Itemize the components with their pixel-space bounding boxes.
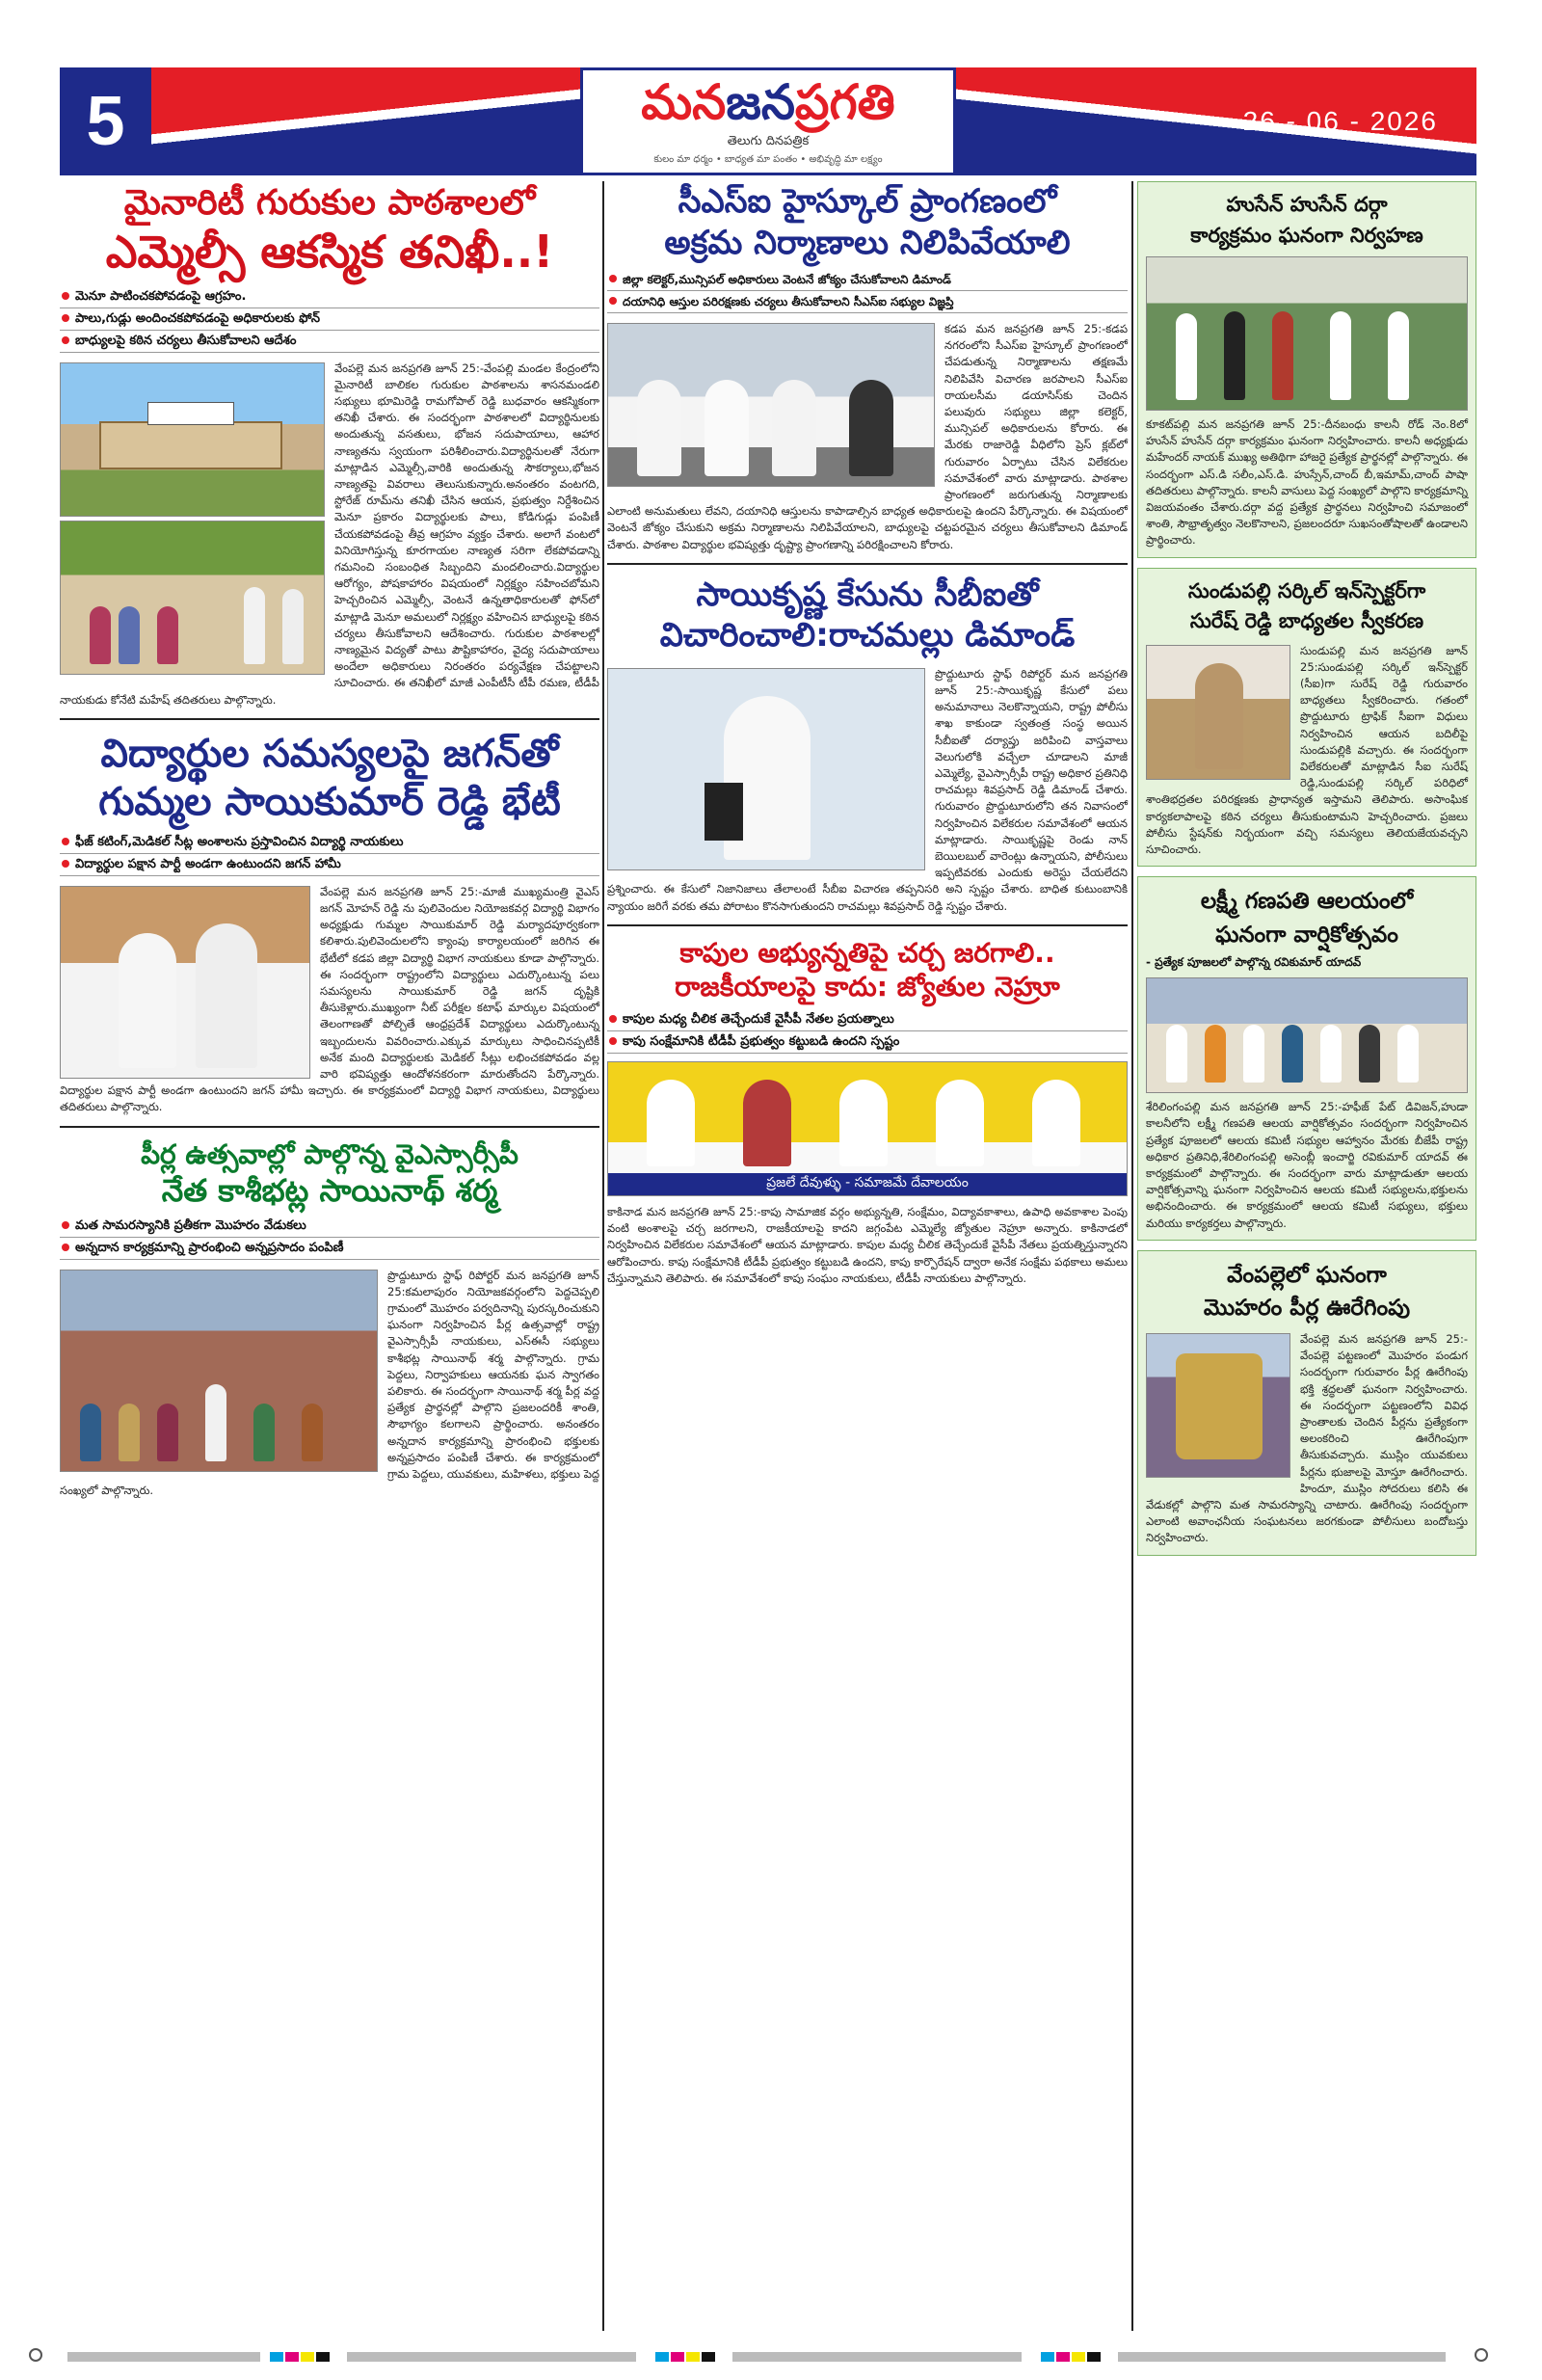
logo-part1: మన <box>641 74 727 130</box>
article-text: ప్రొద్దుటూరు స్టాఫ్ రిపోర్టర్ మన జనప్రగతి జూన్ 25:-సాయికృష్ణ కేసులో పలు అనుమానాలు నెలకొన్నాయని, రాష్ట్ర పోలీసు శాఖ కాకుండా స్వతంత్ర సంస్థ అయిన సీబీఐతో దర్యాప్తు జరిపించి వాస్తవాలు వెలుగులోకి వచ్చేలా చూడాలని మాజీ ఎమ్మెల్యే, వైఎస్సార్సీపీ రాష్ట్ర అధికార ప్రతినిధి రాచమల్లు శివప్రసాద్ రెడ్డి డిమాండ్ చేశారు. గురువారం ప్రొద్దుటూరులోని తన నివాసంలో నిర్వహించిన విలేకరుల సమావేశంలో ఆయన మాట్లాడారు. సాయికృష్ణపై రెండు నాన్ బెయిలబుల్ వారెంట్లు ఉన్నాయని, పోలీసులు ఇప్పటివరకు ఎందుకు అరెస్టు చేయలేదని ప్రశ్నించారు. ఈ కేసులో నిజానిజాలు తేలాలంటే సీబీఐ విచారణ తప్పనిసరి అని స్పష్టం చేశారు. బాధిత కుటుంబానికి న్యాయం జరిగే వరకు తమ పోరాటం కొనసాగుతుందని రాచమల్లు శివప్రసాద్ రెడ్డి స్పష్టం చేశారు. <box>607 666 1128 913</box>
tdp-press-photo <box>607 1061 1128 1196</box>
article-body <box>607 321 1128 553</box>
article-body <box>60 1268 599 1500</box>
color-bar <box>1087 2352 1101 2362</box>
headline-line: కార్యక్రమం ఘనంగా నిర్వహణ <box>1190 223 1423 247</box>
bullet-item: మత సామరస్యానికి ప్రతీకగా మొహరం వేడుకలు <box>60 1216 599 1238</box>
article-text: వేంపల్లె మన జనప్రగతి జూన్ 25:-మాజీ ముఖ్యమంత్రి వైఎస్ జగన్ మోహన్ రెడ్డి ను పులివెందుల నియోజకవర్గ విద్యార్థి విభాగం అధ్యక్షుడు గుమ్మల సాయికుమార్ రెడ్డి మర్యాదపూర్వకంగా కలిశారు.పులివెందులలోని క్యాంపు కార్యాలయంలో జరిగిన ఈ భేటీలో కడప జిల్లా విద్యార్థి విభాగ నాయకులు కూడా పాల్గొన్నారు. ఈ సందర్భంగా రాష్ట్రంలోని విద్యార్థులు ఎదుర్కొంటున్న పలు సమస్యలను సాయికుమార్ రెడ్డి జగన్ దృష్టికి తీసుకెళ్లారు.ముఖ్యంగా నీట్ పరీక్షల కటాఫ్ మార్కుల విషయంలో తెలంగాణతో పోల్చితే ఆంధ్రప్రదేశ్ విద్యార్థులు ఎదుర్కొంటున్న ఇబ్బందులను వివరించారు.ఎక్కువ మార్కులు సాధించినప్పటికీ అనేక మంది విద్యార్థులకు మెడికల్ సీట్లు లభించకపోవడం వల్ల వారి భవిష్యత్తు ఆందోళనకరంగా మారుతోందని పేర్కొన్నారు. విద్యార్థుల పక్షాన పార్టీ అండగా ఉంటుందని జగన్ హామీ ఇచ్చారు. ఈ కార్యక్రమంలో విద్యార్థి విభాగ నాయకులు, విద్యార్థులు తదితరులు పాల్గొన్నారు. <box>60 884 599 1114</box>
registration-mark-icon <box>29 2348 42 2362</box>
bullet-list <box>60 832 599 876</box>
article-text: సుండుపల్లి మన జనప్రగతి జూన్ 25:సుండుపల్లి సర్కిల్ ఇన్‌స్పెక్టర్ (సీఐ)గా సురేష్ రెడ్డి గురువారం బాధ్యతలు స్వీకరించారు. గతంలో ప్రొద్దుటూరు ట్రాఫిక్ సీఐగా విధులు నిర్వహించిన ఆయన బదిలీపై సుండుపల్లికి వచ్చారు. ఈ సందర్భంగా విలేకరులతో మాట్లాడిన సీఐ సురేష్ రెడ్డి,సుండుపల్లి సర్కిల్ పరిధిలో శాంతిభద్రతల పరిరక్షణకు ప్రాధాన్యత ఇస్తామని తెలిపారు. అసాంఘిక కార్యకలాపాలపై కఠిన చర్యలు తీసుకుంటామని హెచ్చరించారు. ప్రజలు పోలీసు స్టేషన్‌కు నిర్భయంగా వచ్చి సమస్యలు తెలియజేయవచ్చని సూచించారు. <box>1146 643 1468 857</box>
photo-banner: ప్రజలే దేవుళ్ళు - సమాజమే దేవాలయం <box>608 1173 1127 1195</box>
registration-mark-icon <box>1475 2348 1488 2362</box>
article-text: వేంపల్లె మన జనప్రగతి జూన్ 25:-వేంపల్లె పట్టణంలో మొహరం పండుగ సందర్భంగా గురువారం పీర్ల ఊరేగింపు భక్తి శ్రద్ధలతో ఘనంగా నిర్వహించారు. ఈ సందర్భంగా పట్టణంలోని వివిధ ప్రాంతాలకు చెందిన పీర్లను ప్రత్యేకంగా అలంకరించి ఊరేగింపుగా తీసుకువచ్చారు. ముస్లిం యువకులు పీర్లను భుజాలపై మోస్తూ ఊరేగించారు. హిందూ, ముస్లిం సోదరులు కలిసి ఈ వేడుకల్లో పాల్గొని మత సామరస్యాన్ని చాటారు. ఊరేగింపు సందర్భంగా ఎలాంటి అవాంఛనీయ సంఘటనలు జరగకుండా పోలీసులు బందోబస్తు నిర్వహించారు. <box>1146 1331 1468 1545</box>
article-body <box>1146 1331 1468 1547</box>
bullet-list <box>607 269 1128 313</box>
headline-line: హుసేన్ హుసేన్ దర్గా <box>1226 193 1388 216</box>
logo-tagline: కులం మా ధర్మం • బాధ్యత మా పంతం • అభివృద్ధి మా లక్ష్యం <box>653 154 883 165</box>
article-sundupalli <box>1137 568 1476 868</box>
headline-line: ఎమ్మెల్సీ ఆకస్మిక తనిఖీ..! <box>105 226 554 278</box>
article-body <box>60 884 599 1116</box>
bullet-item: దయానిధి ఆస్తుల పరిరక్షణకు చర్యలు తీసుకోవాలని సీఎస్ఐ సభ్యుల విజ్ఞప్తి <box>607 291 1128 313</box>
article-body: శేరిలింగంపల్లి మన జనప్రగతి జూన్ 25:-హఫీజ్ పేట్ డివిజన్,హుడా కాలనీలోని లక్ష్మీ గణపతి ఆలయ వార్షికోత్సవం సందర్భంగా నిర్వహించిన ప్రత్యేక పూజలలో ఆలయ కమిటీ సభ్యుల ఆహ్వానం మేరకు బీజేపీ రాష్ట్ర అధికార ప్రతినిధి,శేరిలింగంపల్లి అసెంబ్లీ ఇంచార్జి రవికుమార్ యాదవ్ ఈ కార్యక్రమంలో పాల్గొన్నారు. ఈ సందర్భంగా వారు మాట్లాడుతూ ఆలయ వార్షికోత్సవాన్ని ఘనంగా నిర్వహించిన ఆలయ కమిటీ సభ్యులను,భక్తులను అభినందించారు. ఈ కార్యక్రమంలో ఆలయ కమిటీ సభ్యులు, భక్తులు మరియు కార్యకర్తలు పాల్గొన్నారు. <box>1146 1100 1468 1230</box>
crowd-photo <box>60 1270 378 1472</box>
headline-line: విద్యార్థుల సమస్యలపై జగన్‌తో <box>100 731 559 776</box>
headline-line: సీఎస్ఐ హైస్కూల్ ప్రాంగణంలో <box>678 182 1057 221</box>
bullet-item: కాపుల మధ్య చీలిక తెచ్చేందుకే వైసీపీ నేతల ప్రయత్నాలు <box>607 1009 1128 1031</box>
article-body: కూకట్‌పల్లి మన జనప్రగతి జూన్ 25:-దీనబంధు కాలనీ రోడ్ నెం.8లో హుసేన్ హుసేన్ దర్గా కార్యక్రమం ఘనంగా నిర్వహించారు. కాలనీ అధ్యక్షుడు మహేందర్ నాయక్ ముఖ్య అతిథిగా హాజరై ప్రత్యేక ప్రార్థనల్లో పాల్గొన్నారు. ఈ సందర్భంగా ఎస్.డి సలీం,ఎస్.డి. హుస్సేన్,చాంద్ బీ,ఇమామ్,చాంద్ పాషా తదితరులు పాల్గొన్నారు. కాలనీ వాసులు పెద్ద సంఖ్యలో పాల్గొని కార్యక్రమాన్ని విజయవంతం చేశారు.దర్గా వద్ద ప్రత్యేక ప్రార్థనలు నిర్వహించి సమాజంలో శాంతి, సౌభ్రాతృత్వం నెలకొనాలని, ప్రజలందరూ సుఖసంతోషాలతో ఉండాలని ప్రార్థించారు. <box>1146 417 1468 548</box>
article-text: వేంపల్లె మన జనప్రగతి జూన్ 25:-వేంపల్లి మండల కేంద్రంలోని మైనారిటీ బాలికల గురుకుల పాఠశాలను శాసనమండలి సభ్యులు భూమిరెడ్డి రామగోపాల్ రెడ్డి బుధవారం ఆకస్మికంగా తనిఖీ చేశారు. ఈ సందర్భంగా పాఠశాలలో విద్యార్థినులకు అందుతున్న వసతులు, భోజన సదుపాయాలు, ఆహార నాణ్యతను స్వయంగా పరిశీలించారు.విద్యార్థినులతో నేరుగా మాట్లాడిన ఎమ్మెల్సీ,వారికి అందుతున్న సౌకర్యాలు,భోజన నాణ్యతపై వివరాలు తెలుసుకున్నారు.అనంతరం వంటగది, స్టోరేజ్ రూమ్‌ను తనిఖీ చేసిన ఆయన, ప్రభుత్వం నిర్దేశించిన మెనూ ప్రకారం విద్యార్థులకు పాలు, కోడిగుడ్లు పంపిణీ చేయకపోవడంపై తీవ్ర ఆగ్రహం వ్యక్తం చేశారు. అలాగే వంటలో వినియోగిస్తున్న కూరగాయల నాణ్యత సరిగా లేకపోవడాన్ని గమనించి సంబంధిత సిబ్బందిని మందలించారు.విద్యార్థుల ఆరోగ్యం, పోషకాహారం విషయంలో నిర్లక్ష్యం సహించబోమని హెచ్చరించిన ఎమ్మెల్సీ, వెంటనే ఉన్నతాధికారులతో ఫోన్‌లో మాట్లాడి మెనూ అమలులో నిర్లక్ష్యం వహించిన బాధ్యులపై కఠిన చర్యలు తీసుకోవాలని ఆదేశించారు. గురుకుల పాఠశాలల్లో నాణ్యమైన విద్యతో పాటు పౌష్టికాహారం, వైద్య సదుపాయాలు అందేలా అధికారులు నిరంతరం పర్యవేక్షణ చేపట్టాలని సూచించారు. ఈ తనిఖీలో మాజీ ఎంపీటీసీ టీపీ రమణ, టీడీపీ నాయకుడు కోనేటి మహేష్ తదితరులు పాల్గొన్నారు. <box>60 361 599 707</box>
color-bar <box>686 2352 700 2362</box>
headline-line: లక్ష్మీ గణపతి ఆలయంలో <box>1200 889 1414 915</box>
article-peerla <box>60 1137 599 1500</box>
article-csi <box>607 181 1128 553</box>
headline-line: పీర్ల ఉత్సవాల్లో పాల్గొన్న వైఎస్సార్సీపీ <box>141 1137 518 1170</box>
bullet-list <box>60 1216 599 1260</box>
article-lakshmi <box>1137 876 1476 1241</box>
section-rule <box>607 924 1128 926</box>
color-bar <box>702 2352 715 2362</box>
column-middle <box>607 181 1128 1287</box>
rachamallu-photo <box>607 668 925 870</box>
headline-line: వేంపల్లెలో ఘనంగా <box>1227 1262 1387 1288</box>
headline-line: సాయికృష్ణ కేసును సీబీఐతో <box>696 575 1039 614</box>
bullet-item: అన్నదాన కార్యక్రమాన్ని ప్రారంభించి అన్నప్రసాదం పంపిణీ <box>60 1238 599 1260</box>
bullet-item: జిల్లా కలెక్టర్,మున్సిపల్ అధికారులు వెంటనే జోక్యం చేసుకోవాలని డిమాండ్ <box>607 269 1128 291</box>
color-bar <box>1118 2352 1446 2362</box>
column-divider <box>1131 181 1133 2331</box>
newspaper-logo <box>580 67 956 175</box>
procession-photo <box>1146 1333 1290 1478</box>
temple-photo <box>1146 977 1468 1093</box>
article-text: ప్రొద్దుటూరు స్టాఫ్ రిపోర్టర్ మన జనప్రగతి జూన్ 25:కమలాపురం నియోజకవర్గంలోని పెద్దచెప్పలి గ్రామంలో మొహరం పర్వదినాన్ని పురస్కరించుకుని ఘనంగా నిర్వహించిన పీర్ల ఉత్సవాల్లో రాష్ట్ర వైఎస్సార్సీపీ నాయకులు, ఎస్ఈసీ సభ్యులు కాశీభట్ల సాయినాథ్ శర్మ పాల్గొన్నారు. గ్రామ పెద్దలు, నిర్వాహకులు ఆయనకు ఘన స్వాగతం పలికారు. ఈ సందర్భంగా సాయినాథ్ శర్మ పీర్ల వద్ద ప్రత్యేక ప్రార్థనల్లో పాల్గొని ప్రజలందరికీ శాంతి, సౌభాగ్యం కలగాలని ప్రార్థించారు. అనంతరం అన్నదాన కార్యక్రమాన్ని ప్రారంభించి భక్తులకు అన్నప్రసాదం పంపిణీ చేశారు. ఈ కార్యక్రమంలో గ్రామ పెద్దలు, యువకులు, మహిళలు, భక్తులు పెద్ద సంఖ్యలో పాల్గొన్నారు. <box>60 1268 599 1498</box>
section-rule <box>607 563 1128 565</box>
article-body: కాకినాడ మన జనప్రగతి జూన్ 25:-కాపు సామాజిక వర్గం అభ్యున్నతి, సంక్షేమం, విద్యావకాశాలు, ఉపాధి అవకాశాల పెంపు వంటి అంశాలపై చర్చ జరగాలని, రాజకీయాలపై కాదని జగ్గంపేట ఎమ్మెల్యే జ్యోతుల నెహ్రూ అన్నారు. కాకినాడలో నిర్వహించిన విలేకరుల సమావేశంలో ఆయన మాట్లాడారు. కాపుల మధ్య చీలిక తెచ్చేందుకే వైసీపీ నేతలు ప్రయత్నిస్తున్నారని ఆరోపించారు. కాపు సంక్షేమానికి టీడీపీ ప్రభుత్వం కట్టుబడి ఉందని, కాపు కార్పొరేషన్ ద్వారా అనేక సంక్షేమ పథకాలు అమలు చేస్తున్నామని తెలిపారు. ఈ సమావేశంలో కాపు సంఘం నాయకులు, టీడీపీ నాయకులు పాల్గొన్నారు. <box>607 1204 1128 1285</box>
logo-part2: జన <box>726 74 795 130</box>
article-body <box>60 361 599 709</box>
bullet-item: కాపు సంక్షేమానికి టీడీపీ ప్రభుత్వం కట్టుబడి ఉందని స్పష్టం <box>607 1031 1128 1054</box>
bullet-item: విద్యార్థుల పక్షాన పార్టీ అండగా ఉంటుందని జగన్ హామీ <box>60 854 599 876</box>
ci-photo <box>1146 645 1290 780</box>
dargah-photo <box>1146 256 1468 411</box>
print-registration-strip <box>29 2348 1513 2366</box>
headline-line: అక్రమ నిర్మాణాలు నిలిపివేయాలి <box>664 223 1071 262</box>
headline-line: గుమ్మల సాయికుమార్ రెడ్డి భేటీ <box>98 779 561 824</box>
color-bar <box>1072 2352 1085 2362</box>
article-gurukula <box>60 181 599 709</box>
article-body <box>607 666 1128 915</box>
section-rule <box>60 1126 599 1128</box>
column-divider <box>602 181 604 2331</box>
section-rule <box>60 718 599 720</box>
article-body <box>1146 643 1468 859</box>
headline-line: విచారించాలి:రాచమల్లు డిమాండ్ <box>659 616 1076 655</box>
color-bar <box>1041 2352 1054 2362</box>
color-bar <box>285 2352 299 2362</box>
article-jagan <box>60 730 599 1116</box>
color-bar <box>655 2352 669 2362</box>
headline-line: కాపుల అభ్యున్నతిపై చర్చ జరగాలి.. <box>679 936 1055 969</box>
meeting-photo <box>60 886 310 1079</box>
article-text: కడప మన జనప్రగతి జూన్ 25:-కడప నగరంలోని సీఎస్ఐ హైస్కూల్ ప్రాంగణంలో చేపడుతున్న నిర్మాణాలను తక్షణమే నిలిపివేసి విచారణ జరపాలని సీఎస్ఐ రాయలసీమ డయాసిస్‌కు చెందిన పలువురు సభ్యులు జిల్లా కలెక్టర్, మున్సిపల్ అధికారులను కోరారు. ఈ మేరకు రాజారెడ్డి వీధిలోని ప్రెస్ క్లబ్‌లో గురువారం ఏర్పాటు చేసిన విలేకరుల సమావేశంలో వారు మాట్లాడారు. పాఠశాల ప్రాంగణంలో జరుగుతున్న నిర్మాణాలకు ఎలాంటి అనుమతులు లేవని, దయానిధి ఆస్తులను కాపాడాల్సిన బాధ్యత అధికారులపై ఉందని పేర్కొన్నారు. ఈ విషయంలో వెంటనే జోక్యం చేసుకుని అక్రమ నిర్మాణాలను నిలిపివేయాలని, బాధ్యులపై చట్టపరమైన చర్యలు తీసుకోవాలని డిమాండ్ చేశారు. పాఠశాల విద్యార్థుల భవిష్యత్తు దృష్ట్యా ప్రాంగణాన్ని పరిరక్షించాలని కోరారు. <box>607 322 1128 551</box>
bullet-list <box>60 286 599 353</box>
photo-stack <box>60 362 325 675</box>
color-bar <box>67 2352 260 2362</box>
color-bar <box>347 2352 636 2362</box>
headline-line: మొహరం పీర్ల ఊరేగింపు <box>1203 1296 1411 1322</box>
logo-subtitle: తెలుగు దినపత్రిక <box>727 134 810 148</box>
headline-line: మైనారిటీ గురుకుల పాఠశాలలో <box>123 183 536 223</box>
color-bar <box>1056 2352 1070 2362</box>
color-bar <box>270 2352 283 2362</box>
masthead <box>60 67 1476 175</box>
bullet-item: పాలు,గుడ్లు అందించకపోవడంపై అధికారులకు ఫోన్ <box>60 308 599 331</box>
headline-line: ఘనంగా వార్షికోత్సవం <box>1215 922 1398 948</box>
issue-date: 26 - 06 - 2026 <box>1242 106 1438 136</box>
column-left <box>60 181 599 1499</box>
article-kapu <box>607 936 1128 1287</box>
article-subline: - ప్రత్యేక పూజలలో పాల్గొన్న రవికుమార్ యాదవ్ <box>1146 955 1362 970</box>
headline-line: సుండుపల్లి సర్కిల్ ఇన్‌స్పెక్టర్‌గా <box>1187 578 1426 602</box>
press-meet-photo <box>607 323 935 487</box>
article-muharram <box>1137 1250 1476 1556</box>
article-dargah <box>1137 181 1476 558</box>
school-photo <box>60 362 325 517</box>
headline-line: రాజకీయాలపై కాదు: జ్యోతుల నెహ్రూ <box>675 970 1060 1003</box>
color-bar <box>671 2352 684 2362</box>
color-bar <box>316 2352 330 2362</box>
column-right <box>1137 181 1476 1556</box>
headline-line: నేత కాశీభట్ల సాయినాథ్ శర్మ <box>161 1171 498 1209</box>
color-bar <box>301 2352 314 2362</box>
color-bar <box>732 2352 1022 2362</box>
bullet-item: ఫీజ్ కటింగ్,మెడికల్ సీట్ల అంశాలను ప్రస్తావించిన విద్యార్థి నాయకులు <box>60 832 599 854</box>
bullet-item: మెనూ పాటించకపోవడంపై ఆగ్రహం. <box>60 286 599 308</box>
bullet-list <box>607 1009 1128 1054</box>
logo-part3: ప్రగతి <box>794 74 895 130</box>
headline-line: సురేష్ రెడ్డి బాధ్యతల స్వీకరణ <box>1189 609 1424 633</box>
page-number: 5 <box>60 67 151 175</box>
bullet-item: బాధ్యులపై కఠిన చర్యలు తీసుకోవాలని ఆదేశం <box>60 331 599 353</box>
students-photo <box>60 521 325 675</box>
article-saikrishna <box>607 575 1128 915</box>
